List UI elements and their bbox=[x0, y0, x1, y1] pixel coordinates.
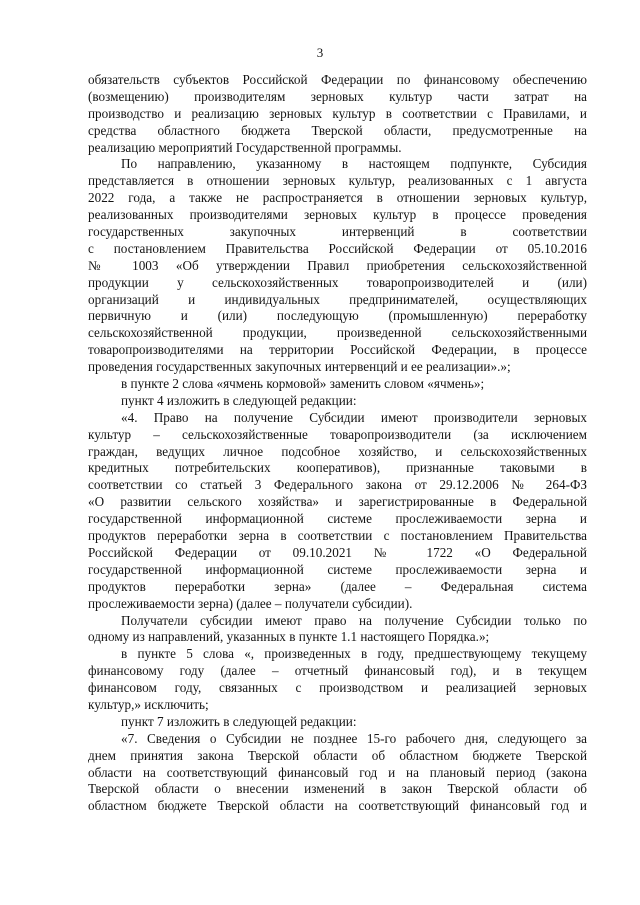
text-line: государственной информационной системе прослеживаемости зерна и bbox=[88, 561, 587, 577]
text-line: реализацию мероприятий Государственной программы. bbox=[88, 139, 402, 155]
text-line: «4. Право на получение Субсидии имеют производители зерновых bbox=[121, 409, 587, 425]
text-line: одному из направлений, указанных в пункте 1.1 настоящего Порядка.»; bbox=[88, 629, 490, 645]
text-line: первичную и (или) последующую (промышленную) переработку bbox=[88, 308, 587, 324]
text-line: кредитных потребительских кооперативов), признанные таковыми в bbox=[88, 460, 587, 476]
text-line: Российской Федерации от 09.10.2021 № 1722 «О Федеральной bbox=[88, 544, 587, 560]
text-line: обязательств субъектов Российской Федерации по финансовому обеспечению bbox=[88, 72, 587, 87]
text-line: соответствии со статьей 3 Федерального закона от 29.12.2006 № 264-ФЗ bbox=[88, 477, 587, 493]
text-line: областном бюджете Тверской области на соответствующий финансовый год и bbox=[88, 798, 587, 814]
text-line: продуктов переработки зерна» (далее – Федеральная система bbox=[88, 578, 587, 594]
text-line: «О развитии сельского хозяйства» и зарегистрированные в Федеральной bbox=[88, 494, 587, 510]
text-line: граждан, ведущих личное подсобное хозяйство, и сельскохозяйственных bbox=[88, 443, 587, 459]
text-line: с постановлением Правительства Российской Федерации от 05.10.2016 bbox=[88, 240, 587, 256]
text-line: реализованных производителями зерновых культур в процессе проведения bbox=[88, 207, 587, 223]
text-line: днем принятия закона Тверской области об областном бюджете Тверской bbox=[88, 747, 587, 763]
text-line: средства областного бюджета Тверской области, предусмотренные на bbox=[88, 122, 587, 138]
text-line: проведения государственных закупочных интервенций и ее реализации».»; bbox=[88, 359, 511, 375]
text-line: Тверской области о внесении изменений в закон Тверской области об bbox=[88, 781, 587, 797]
text-line: финансовом году, связанных с производством и реализацией зерновых bbox=[88, 680, 587, 696]
text-line: По направлению, указанному в настоящем подпункте, Субсидия bbox=[121, 156, 587, 172]
text-line: сельскохозяйственной продукции, произведенной сельскохозяйственными bbox=[88, 325, 587, 341]
text-line: № 1003 «Об утверждении Правил приобретения сельскохозяйственной bbox=[88, 257, 587, 273]
text-line: прослеживаемости зерна) (далее – получатели субсидии). bbox=[88, 595, 413, 611]
text-line: области на соответствующий финансовый год и на плановый период (закона bbox=[88, 764, 587, 780]
text-line: культур,» исключить; bbox=[88, 696, 209, 712]
text-line: пункт 7 изложить в следующей редакции: bbox=[121, 713, 357, 729]
text-line: Получатели субсидии имеют право на получение Субсидии только по bbox=[121, 612, 587, 628]
text-line: пункт 4 изложить в следующей редакции: bbox=[121, 392, 357, 408]
text-line: 2022 года, а также не распространяется в отношении зерновых культур, bbox=[88, 190, 587, 206]
text-line: финансовому году (далее – отчетный финансовый год), и в текущем bbox=[88, 663, 587, 679]
text-line: организаций и индивидуальных предпринимателей, осуществляющих bbox=[88, 291, 587, 307]
document-body bbox=[88, 72, 587, 815]
text-line: «7. Сведения о Субсидии не позднее 15-го рабочего дня, следующего за bbox=[121, 730, 587, 746]
text-line: представляется в отношении зерновых культур, реализованных с 1 августа bbox=[88, 173, 587, 189]
page-number: 3 bbox=[316, 45, 324, 60]
text-line: государственных закупочных интервенций в соответствии bbox=[88, 224, 587, 240]
text-line: культур – сельскохозяйственные товаропроизводители (за исключением bbox=[88, 426, 587, 442]
text-line: в пункте 5 слова «, произведенных в году, предшествующему текущему bbox=[121, 646, 587, 662]
text-line: производство и реализацию зерновых культур в соответствии с Правилами, и bbox=[88, 105, 587, 121]
text-line: (возмещению) производителям зерновых культур части затрат на bbox=[88, 88, 587, 104]
text-line: товаропроизводителями на территории Российской Федерации, в процессе bbox=[88, 342, 587, 358]
text-line: продуктов переработки зерна в соответствии с постановлением Правительства bbox=[88, 528, 587, 544]
text-line: государственной информационной системе прослеживаемости зерна и bbox=[88, 511, 587, 527]
text-line: в пункте 2 слова «ячмень кормовой» заменить словом «ячмень»; bbox=[121, 376, 485, 392]
text-line: продукции у сельскохозяйственных товаропроизводителей и (или) bbox=[88, 274, 587, 290]
